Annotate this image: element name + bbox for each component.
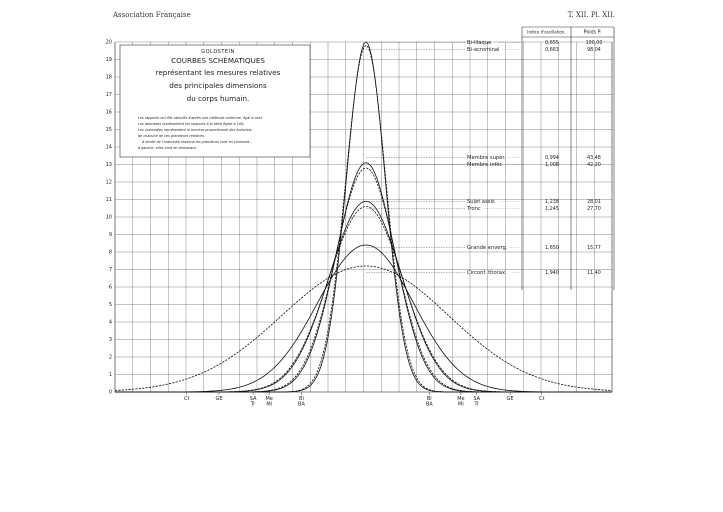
x-marker-label-right: Mi	[458, 401, 464, 408]
x-marker-label-left: BA	[298, 401, 305, 408]
y-tick-label: 4	[108, 319, 112, 326]
y-tick-label: 1	[108, 372, 112, 379]
plate-header-left: Association Française	[113, 11, 191, 19]
x-marker-label-left: SA	[249, 396, 257, 402]
y-tick-label: 6	[108, 284, 112, 291]
y-tick-label: 0	[108, 389, 112, 396]
table-cell-poids: 27,70	[587, 207, 601, 212]
curve-label: Membre infér.	[467, 162, 503, 168]
y-tick-label: 11	[105, 197, 112, 204]
plate-header-right: T. XII. Pl. XII.	[567, 11, 615, 19]
y-tick-label: 15	[105, 127, 112, 134]
table-header-indice: Indice d'oscillation.	[527, 29, 566, 35]
legend-note-4: de chacune de ces grandeurs relatives.	[138, 134, 205, 138]
x-axis-markers	[184, 392, 544, 408]
legend-author: GOLDSTEIN	[201, 49, 235, 55]
y-tick-label: 20	[105, 39, 112, 46]
table-cell-indice: 1,940	[545, 271, 559, 276]
table-cell-poids: 42,20	[587, 163, 601, 168]
legend-note-3: Les ordonnées représentent le nombre proportionnel des individus	[138, 128, 252, 132]
y-tick-label: 17	[105, 92, 112, 99]
table-cell-indice: 0,994	[545, 156, 559, 161]
y-tick-label: 14	[105, 144, 112, 151]
y-tick-label: 16	[105, 109, 112, 116]
curve-label: Membre supér.	[467, 155, 506, 161]
x-marker-label-right: GE	[506, 396, 514, 402]
table-cell-poids: 15,77	[587, 246, 601, 251]
x-marker-label-right: Ct	[538, 396, 545, 402]
legend-note-2: Les abscisses représentent les rapports à la taille égale à 100;	[138, 122, 245, 126]
legend-title-line-4: du corps humain.	[186, 94, 250, 103]
curve-label: Tronc	[467, 206, 481, 212]
table-cell-poids: 100,00	[585, 41, 603, 46]
table-cell-indice: 1,238	[545, 200, 559, 205]
table-cell-indice: 0,655	[545, 41, 559, 46]
curve-label: Sujet assis	[467, 199, 495, 205]
y-tick-label: 13	[105, 162, 112, 169]
curve-label: Grande enverg.	[467, 245, 508, 251]
y-tick-label: 2	[108, 354, 112, 361]
legend-box	[120, 45, 310, 157]
table-cell-poids: 98,04	[587, 48, 601, 53]
table-cell-poids: 11,40	[587, 271, 601, 276]
x-marker-label-right: SA	[473, 396, 481, 402]
table-cell-poids: 43,48	[587, 156, 601, 161]
legend-title-line-1: COURBES SCHÉMATIQUES	[171, 56, 265, 65]
y-tick-label: 19	[105, 57, 112, 64]
x-marker-label-left: Tr	[250, 401, 256, 408]
table-cell-indice: 0,663	[545, 48, 559, 53]
y-tick-label: 3	[108, 337, 112, 344]
legend-title-line-2: représentant les mesures relatives	[155, 68, 281, 77]
legend-note-1: Les rapports ont été calculés d'après une méthode uniforme, égal à celui	[138, 116, 263, 120]
y-tick-label: 9	[108, 232, 112, 239]
table-cell-poids: 28,01	[587, 200, 601, 205]
x-marker-label-right: Me	[457, 396, 465, 402]
x-marker-label-right: BA	[425, 401, 433, 408]
table-cell-indice: 1,650	[545, 246, 559, 251]
table-header-poids: Poids P.	[583, 30, 602, 36]
curve-label: Circonf. thorax	[467, 270, 506, 276]
oscillation-table	[466, 30, 602, 277]
x-marker-label-right: Tr	[474, 401, 479, 408]
y-tick-label: 12	[105, 179, 112, 186]
y-tick-label: 18	[105, 74, 112, 81]
x-marker-label-left: Me	[265, 396, 273, 402]
x-marker-label-left: Bi	[299, 396, 304, 402]
curve-label: Bi-acrominal	[467, 47, 500, 53]
x-marker-label-left: GE	[215, 396, 223, 402]
x-marker-label-left: Ct	[183, 396, 190, 402]
y-tick-label: 5	[108, 302, 112, 309]
table-cell-indice: 1,245	[545, 207, 559, 212]
x-marker-label-right: Bi	[426, 396, 432, 402]
table-cell-indice: 1,008	[545, 163, 559, 168]
y-tick-label: 10	[105, 214, 112, 221]
x-marker-label-left: Mi	[266, 401, 273, 408]
legend-note-6: à gauche, elles vont en diminuant.	[138, 146, 197, 150]
y-tick-label: 8	[108, 249, 112, 256]
y-axis-ticks	[106, 40, 112, 396]
legend-title-line-3: des principales dimensions	[169, 81, 267, 90]
legend-note-5: A droite de l'ordonnée maxima les grandeurs vont en croissant ;	[142, 140, 252, 144]
y-tick-label: 7	[108, 267, 112, 274]
curve-label: Bi-iliaque	[467, 40, 492, 46]
